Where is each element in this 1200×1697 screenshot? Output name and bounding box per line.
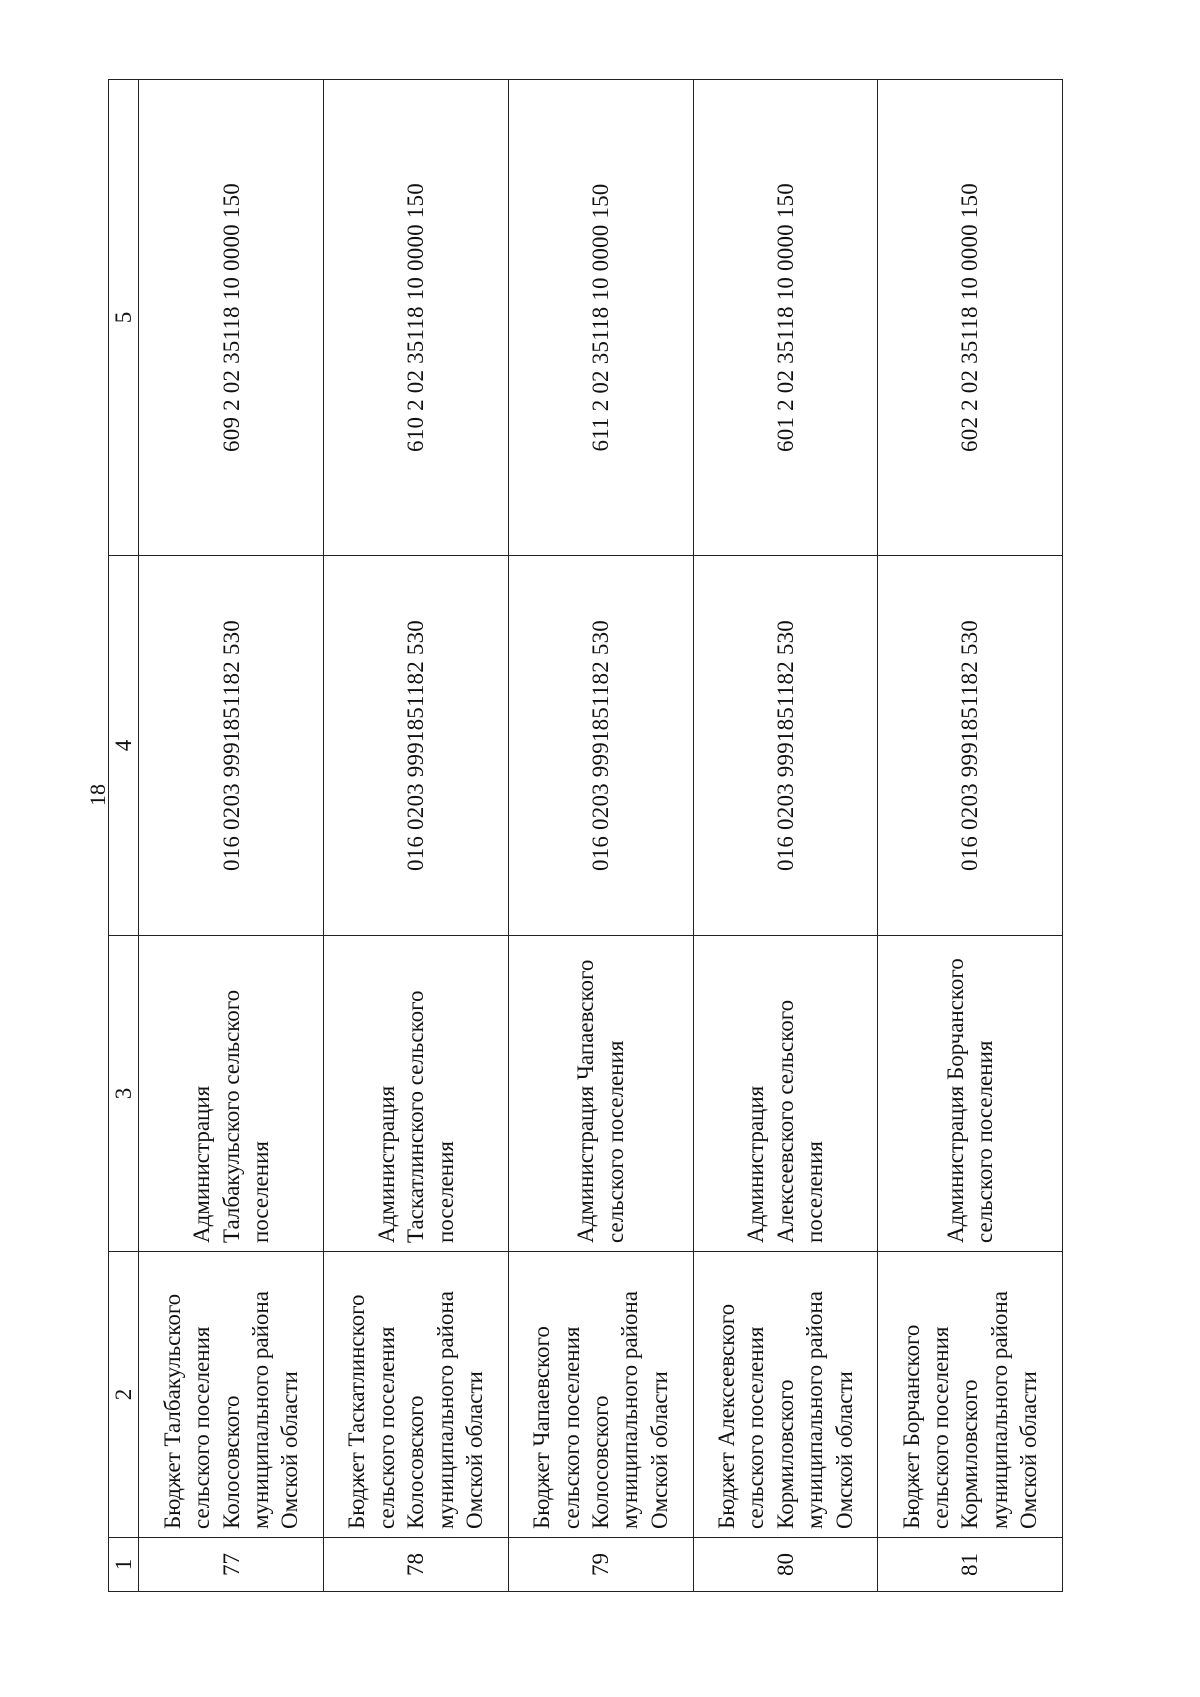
row-number: 80 [693,1538,878,1592]
expense-code: 016 0203 9991851182 530 [878,556,1063,936]
administrator-name: Администрация Чапаевского сельского поселения [508,936,693,1252]
row-number: 81 [878,1538,1063,1592]
expense-code: 016 0203 9991851182 530 [508,556,693,936]
table-row [324,80,509,1592]
column-header-4: 4 [109,556,139,936]
administrator-name: Администрация Таскатлинского сельского поселения [324,936,509,1252]
revenue-code: 602 2 02 35118 10 0000 150 [878,80,1063,556]
header-row [109,80,139,1592]
row-number: 78 [324,1538,509,1592]
table-row [693,80,878,1592]
administrator-name: Администрация Борчанского сельского поселения [878,936,1063,1252]
budget-name: Бюджет Талбакульского сельского поселения Колосовского муниципального района Омской области [139,1252,324,1538]
revenue-code: 611 2 02 35118 10 0000 150 [508,80,693,556]
table-row [878,80,1063,1592]
column-header-5: 5 [109,80,139,556]
page-number: 18 [85,784,110,806]
revenue-code: 610 2 02 35118 10 0000 150 [324,80,509,556]
revenue-code: 609 2 02 35118 10 0000 150 [139,80,324,556]
column-header-2: 2 [109,1252,139,1538]
budget-name: Бюджет Чапаевского сельского поселения Колосовского муниципального района Омской области [508,1252,693,1538]
budget-name: Бюджет Борчанского сельского поселения Кормиловского муниципального района Омской области [878,1252,1063,1538]
revenue-code: 601 2 02 35118 10 0000 150 [693,80,878,556]
table-row [139,80,324,1592]
expense-code: 016 0203 9991851182 530 [324,556,509,936]
budget-name: Бюджет Алексеевского сельского поселения Кормиловского муниципального района Омской области [693,1252,878,1538]
column-header-1: 1 [109,1538,139,1592]
budget-name: Бюджет Таскатлинского сельского поселения Колосовского муниципального района Омской области [324,1252,509,1538]
column-header-3: 3 [109,936,139,1252]
administrator-name: Администрация Алексеевского сельского поселения [693,936,878,1252]
budget-table-container [108,80,1063,1592]
expense-code: 016 0203 9991851182 530 [693,556,878,936]
budget-table [108,79,1063,1592]
table-row [508,80,693,1592]
administrator-name: Администрация Талбакульского сельского поселения [139,936,324,1252]
expense-code: 016 0203 9991851182 530 [139,556,324,936]
row-number: 79 [508,1538,693,1592]
row-number: 77 [139,1538,324,1592]
